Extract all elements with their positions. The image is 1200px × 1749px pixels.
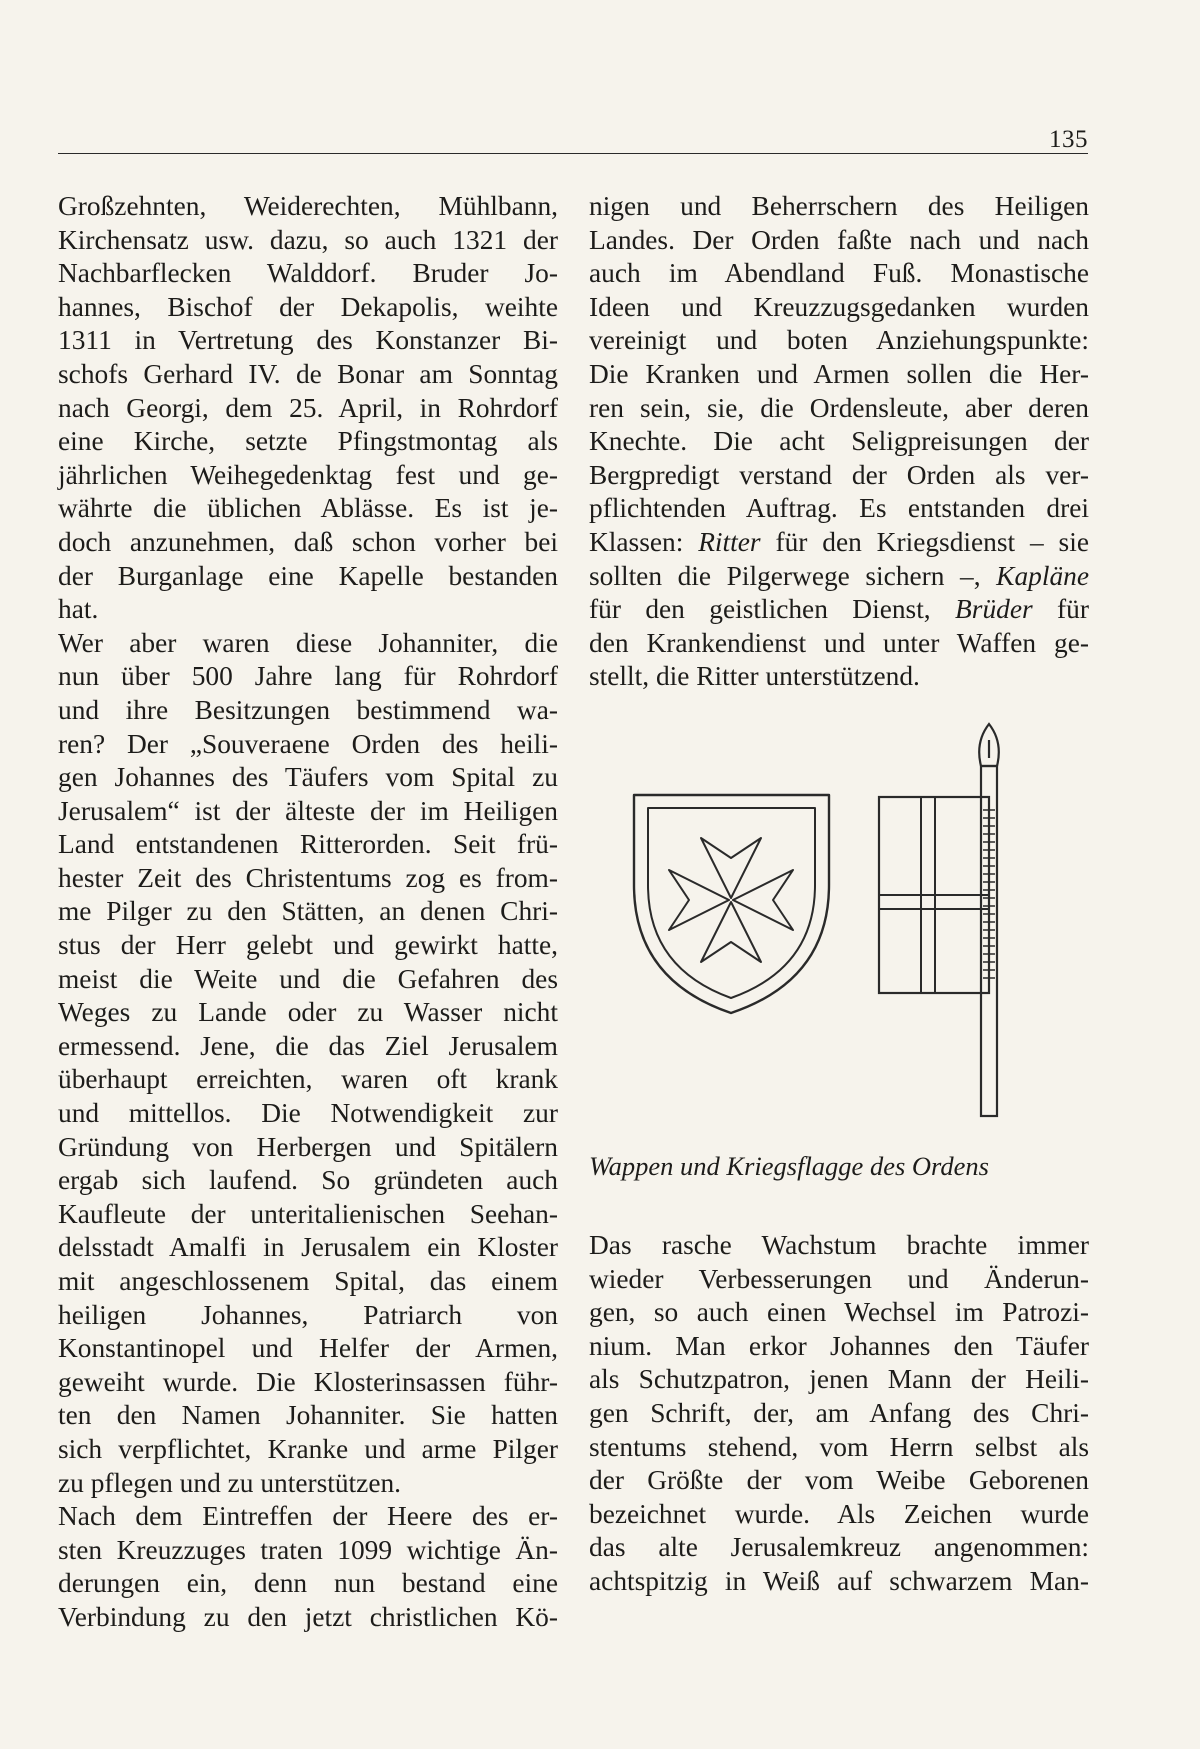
text-line: derungen ein, denn nun bestand eine [58,1568,558,1599]
text-line: ren? Der „Souveraene Orden des heili- [58,728,558,759]
text-line: gen, so auch einen Wechsel im Patrozi- [589,1297,1089,1328]
text-line: wieder Verbesserungen und Änderun- [589,1263,1089,1294]
text-line: meist die Weite und die Gefahren des [58,963,558,994]
text-line: bezeichnet wurde. Als Zeichen wurde [589,1498,1089,1529]
text-line: nach Georgi, dem 25. April, in Rohrdorf [58,392,558,423]
page-number: 135 [1049,126,1088,153]
text-line: Die Kranken und Armen sollen die Her- [589,358,1089,389]
text-line: das alte Jerusalemkreuz angenommen: [589,1532,1089,1563]
page-rule [58,153,1088,154]
text-line: der Burganlage eine Kapelle bestanden [58,560,558,591]
text-line: schofs Gerhard IV. de Bonar am Sonntag [58,358,558,389]
text-line: nium. Man erkor Johannes den Täufer [589,1330,1089,1361]
text-fragment: für den geistlichen Dienst, [589,594,956,625]
text-line [589,560,1089,594]
text-line: jährlichen Weihegedenktag fest und ge- [58,459,558,490]
text-line: als Schutzpatron, jenen Mann der Heili- [589,1364,1089,1395]
text-line: ren sein, sie, die Ordensleute, aber deren [589,392,1089,423]
text-line: geweiht wurde. Die Klosterinsassen führ- [58,1366,558,1397]
text-line: ten den Namen Johanniter. Sie hatten [58,1400,558,1431]
figure-caption: Wappen und Kriegsflagge des Ordens [589,1151,989,1181]
text-line: Konstantinopel und Helfer der Armen, [58,1333,558,1364]
text-line: eine Kirche, setzte Pfingstmontag als [58,426,558,457]
emphasis-kaplaene: Kapläne [996,560,1089,591]
text-line: heiligen Johannes, Patriarch von [58,1299,558,1330]
right-column-top [589,190,1089,694]
text-fragment: sollten die Pilgerwege sichern –, [589,560,997,591]
text-line: und mittellos. Die Notwendigkeit zur [58,1098,558,1129]
maltese-cross-icon [669,838,793,962]
text-line: sich verpflichtet, Kranke und arme Pilger [58,1433,558,1464]
right-column-bottom [589,1229,1089,1599]
text-line: Wer aber waren diese Johanniter, die [58,627,558,658]
illustration-svg [589,720,1089,1160]
text-line: nun über 500 Jahre lang für Rohrdorf [58,661,558,692]
text-line [589,526,1089,560]
text-line: Weges zu Lande oder zu Wasser nicht [58,997,558,1028]
text-line: hester Zeit des Christentums zog es from- [58,862,558,893]
order-illustration [589,720,1089,1160]
left-column [58,190,558,1635]
text-line: der Größte der vom Weibe Geborenen [589,1465,1089,1496]
text-line: Bergpredigt verstand der Orden als ver- [589,459,1089,490]
text-line: sten Kreuzzuges traten 1099 wichtige Än- [58,1534,558,1565]
text-line: Nach dem Eintreffen der Heere des er- [58,1501,558,1532]
text-line: mit angeschlossenem Spital, das einem [58,1266,558,1296]
text-line: hat. [58,594,99,625]
text-line: Verbindung zu den jetzt christlichen Kö- [58,1601,558,1632]
emphasis-ritter: Ritter [698,526,761,557]
text-line: Kirchensatz usw. dazu, so auch 1321 der [58,224,558,255]
text-line: überhaupt erreichten, waren oft krank [58,1064,558,1095]
text-line: me Pilger zu den Stätten, an denen Chri- [58,896,558,927]
text-fragment: Klassen: [589,526,699,557]
text-line: gen Johannes des Täufers vom Spital zu [58,762,558,793]
text-line: Kaufleute der unteritalienischen Seehan- [58,1198,558,1229]
text-line: hannes, Bischof der Dekapolis, weihte [58,291,558,322]
text-fragment: für den Kriegsdienst – sie [760,526,1089,557]
text-line: Großzehnten, Weiderechten, Mühlbann, [58,191,558,221]
text-line: zu pflegen und zu unterstützen. [58,1467,402,1498]
text-line: gen Schrift, der, am Anfang des Chri- [589,1397,1089,1428]
text-line [589,593,1089,627]
text-line: achtspitzig in Weiß auf schwarzem Man- [589,1565,1089,1596]
text-line: und ihre Besitzungen bestimmend wa- [58,694,558,725]
text-line: Nachbarflecken Walddorf. Bruder Jo- [58,258,558,289]
text-line: stentums stehend, vom Herrn selbst als [589,1431,1089,1462]
text-line: Landes. Der Orden faßte nach und nach [589,224,1089,255]
text-line: nigen und Beherrschern des Heiligen [589,191,1089,221]
text-line: Gründung von Herbergen und Spitälern [58,1131,558,1162]
text-line: ermessend. Jene, die das Ziel Jerusalem [58,1030,558,1061]
text-line: auch im Abendland Fuß. Monastische [589,258,1089,289]
text-line: doch anzunehmen, daß schon vorher bei [58,526,558,557]
text-line: stus der Herr gelebt und gewirkt hatte, [58,930,558,961]
text-line: Knechte. Die acht Seligpreisungen der [589,426,1089,457]
text-line: 1311 in Vertretung des Konstanzer Bi- [58,325,558,356]
text-line: ergab sich laufend. So gründeten auch [58,1165,558,1196]
text-line: währte die üblichen Ablässe. Es ist je- [58,493,558,524]
text-line: delsstadt Amalfi in Jerusalem ein Kloster [58,1232,558,1263]
text-fragment: für [1032,594,1089,625]
text-line: Das rasche Wachstum brachte immer [589,1230,1089,1260]
text-line: vereinigt und boten Anziehungspunkte: [589,325,1089,356]
war-flag [879,797,989,993]
text-line: Land entstandenen Ritterorden. Seit frü- [58,829,558,860]
text-line: den Krankendienst und unter Waffen ge- [589,627,1089,658]
text-line: Ideen und Kreuzzugsgedanken wurden [589,291,1089,322]
text-line: Jerusalem“ ist der älteste der im Heiligen [58,795,558,826]
emphasis-brueder: Brüder [955,594,1033,625]
text-line: pflichtenden Auftrag. Es entstanden drei [589,493,1089,524]
text-line: stellt, die Ritter unterstützend. [589,661,920,692]
